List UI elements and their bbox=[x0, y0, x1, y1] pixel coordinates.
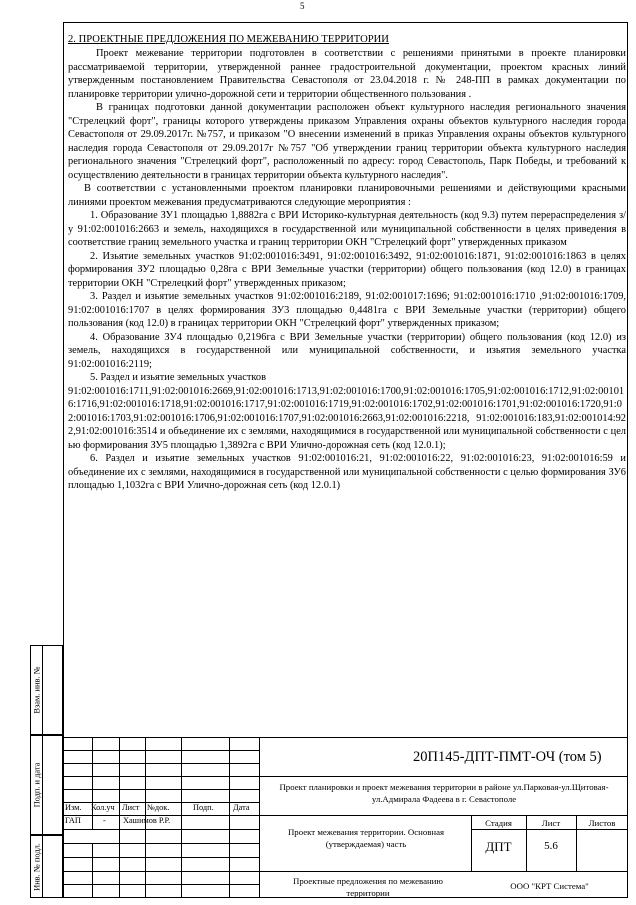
col-header-data: Дата bbox=[233, 803, 250, 812]
side-label-inv-podl: Инв. № подл. bbox=[32, 842, 41, 891]
col-header-ndok: №док. bbox=[147, 803, 170, 812]
sheet-label: Лист bbox=[541, 818, 561, 828]
project-name: Проект планировки и проект межевания территории в районе ул.Парковая-ул.Щитовая-ул.Адмирала Фадеева в г. Севастополе bbox=[279, 782, 609, 804]
sheet-value: 5.6 bbox=[544, 840, 558, 852]
col-header-list: Лист bbox=[122, 803, 140, 812]
sheets-label: Листов bbox=[588, 818, 616, 828]
side-field-podp-data bbox=[30, 735, 63, 835]
role-label: ГАП bbox=[65, 816, 81, 825]
person-name: Хашимов Р.Р. bbox=[123, 816, 171, 825]
col-header-kol-uch: Кол.уч bbox=[91, 803, 115, 812]
doc-code: 20П145-ДПТ-ПМТ-ОЧ (том 5) bbox=[413, 749, 602, 765]
measure-item-2: 2. Изьятие земельных участков 91:02:001016:3491, 91:02:001016:3492, 91:02:001016:1871, 91:02:001016:1863 в целях формирования ЗУ2 площадью 0,28га с ВРИ Земельные участки (территории) общего пользования (код 12.0) в границах территории ОКН "Стрелецкий форт" утвержденных приказом; bbox=[68, 250, 626, 289]
section-title: 2. ПРОЕКТНЫЕ ПРЕДЛОЖЕНИЯ ПО МЕЖЕВАНИЮ ТЕРРИТОРИИ bbox=[68, 34, 389, 45]
stage-label: Стадия bbox=[485, 818, 512, 828]
measure-item-6: 6. Раздел и изьятие земельных участков 91:02:001016:21, 91:02:001016:22, 91:02:001016:23, 91:02:001016:59 и объединение их с землями, находящимися в государственной или муниципальной собственности с целью формирования ЗУ6 площадью 1,1032га с ВРИ Улично-дорожная сеть (код 12.0.1) bbox=[68, 453, 626, 491]
stage-value: ДПТ bbox=[485, 839, 512, 854]
side-label-podp-data: Подп. и дата bbox=[32, 762, 41, 808]
page-number: 5 bbox=[300, 1, 305, 11]
title-block bbox=[63, 737, 628, 898]
paragraph-measures: В соответствии с установленными проектом планировки планировочными решениями и действующими красными линиями проектом межевания предусматриваются следующие мероприятия : bbox=[68, 183, 626, 208]
document-body bbox=[68, 33, 626, 493]
side-field-inv-podl bbox=[30, 835, 63, 898]
role-qty: - bbox=[103, 816, 106, 825]
part-name: Проект межевания территории. Основная (утверждаемая) часть bbox=[287, 827, 445, 849]
measure-item-4: 4. Образование ЗУ4 площадью 0,2196га с ВРИ Земельные участки (территории) общего пользования (код 12.0) из земель, находящихся в государственной или муниципальной собственности, и изьятия земельного участка 91:02:001016:2119; bbox=[68, 331, 626, 370]
paragraph-intro: Проект межевание территории подготовлен в соответствии с решениями принятыми в проекте планировки рассматриваемой территории, утвержденной раннее градостроительной документации, проектом красных линий утвержденным постановлением Правительства Севастополя от 23.04.2018 г. № 248-ПП в рамках документации по планировке территории улично-дорожной сети и территории общественного пользования . bbox=[68, 48, 626, 100]
side-label-inv-vzam: Взам. инв. № bbox=[32, 666, 41, 714]
col-header-podp: Подп. bbox=[193, 803, 214, 812]
col-header-izm: Изм. bbox=[65, 803, 82, 812]
paragraph-heritage: В границах подготовки данной документации расположен объект культурного наследия регионального значения "Стрелецкий форт", границы которого утверждены приказом Управления охраны объектов культурного наследия города Севастополя от 29.09.2017г. №757, и приказом "О внесении изменений в приказ Управления охраны объектов культурного наследия города Севастополя от 29.09.2017г №757 "Об утверждении границ территории объекта культурного наследия регионального значения "Стрелецкий форт", расположенный по адресу: город Севастополь, Парк Победы, и требований к осуществлению деятельности в границах территории объекта культурного наследия". bbox=[68, 102, 626, 181]
measure-item-1: 1. Образование ЗУ1 площадью 1,8882га с ВРИ Историко-культурная деятельность (код 9.3) путем перераспределения з/у 91:02:001016:2663 и земель, находящихся в государственной или муниципальной собственности в целях приведения в соответствие границ земельного участка и границ территории ОКН "Стрелецкий форт" утвержденных приказом bbox=[68, 210, 626, 248]
side-field-inv-vzam bbox=[30, 645, 63, 735]
sheet-name: Проектные предложения по межеванию территории bbox=[293, 876, 443, 898]
measure-item-3: 3. Раздел и изьятие земельных участков 91:02:001016:2189, 91:02:001017:1696; 91:02:001016:1710 ,91:02:001016:1709, 91:02:001016:1707 в целях формирования ЗУ3 площадью 0,4481га с ВРИ Земельные участки (территории) общего пользования (код 12.0) в границах территории ОКН "Стрелецкий форт" утвержденных приказом; bbox=[68, 291, 626, 329]
measure-item-5-body: 91:02:001016:1711,91:02:001016:2669,91:02:001016:1713,91:02:001016:1700,91:02:001016:1705,91:02:001016:1712,91:02:001016:1716,91:02:001016:1718,91:02:001016:1717,91:02:001016:1719,91:02:001016:1702,91:02:001016:1701,91:02:001016:1720,91:02:001016:1703,91:02:001016:1706,91:02:001016:1707,91:02:001016:2663,91:02:001016:2218, 91:02:001016:183,91:02:001014:922,91:02:001016:3514 и объединение их с землями, находящимися в государственной или муниципальной собственности с целью формирования ЗУ5 площадью 1,3892га с ВРИ Улично-дорожная сеть (код 12.0.1); bbox=[68, 385, 626, 451]
measure-item-5-heading: 5. Раздел и изьятие земельных участков bbox=[90, 372, 267, 383]
company-name: ООО "КРТ Система" bbox=[510, 881, 589, 891]
